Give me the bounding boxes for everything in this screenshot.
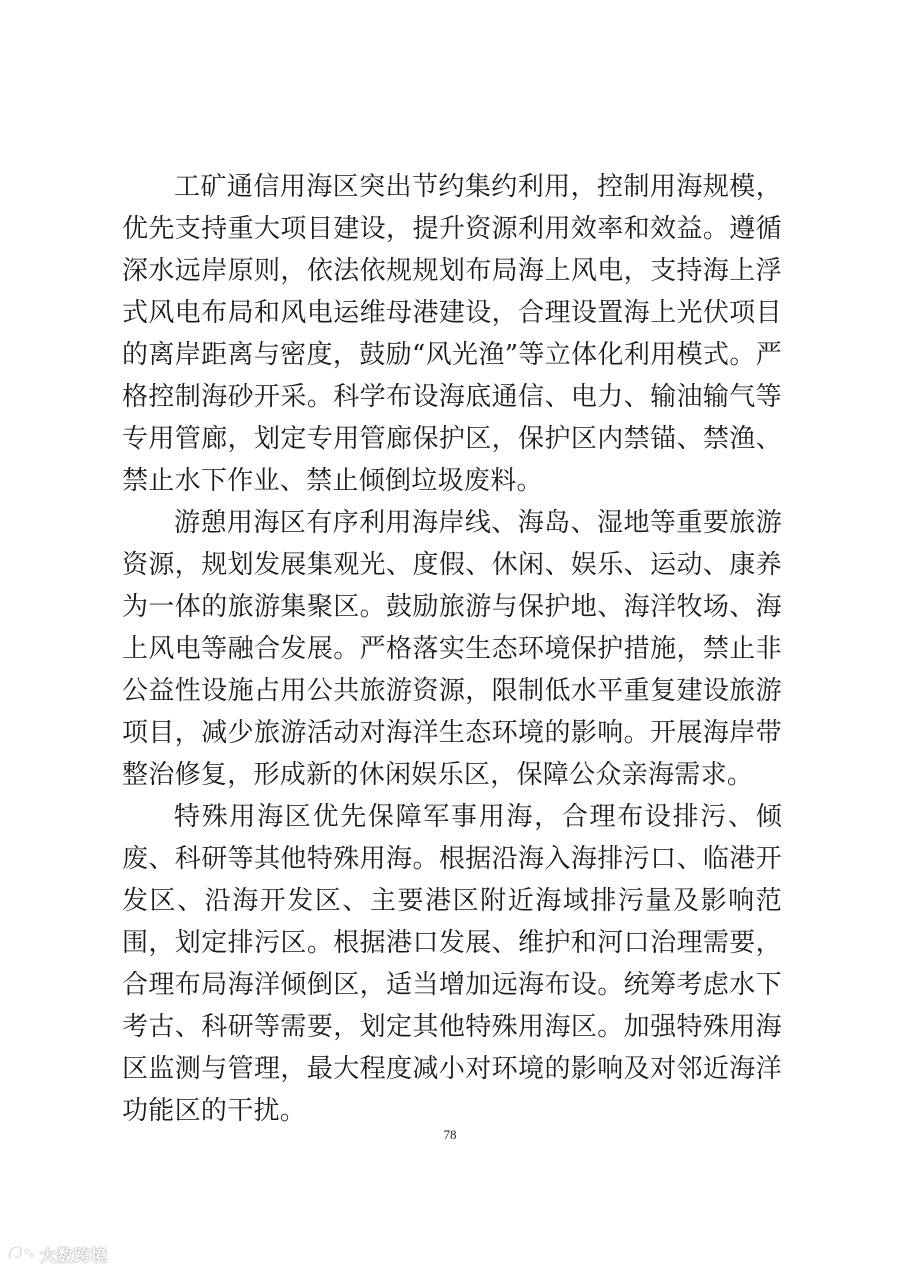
page-number: 78 — [443, 1127, 457, 1142]
paragraph-industrial-communication: 工矿通信用海区突出节约集约利用，控制用海规模，优先支持重大项目建设，提升资源利用效率和效益。遵循深水远岸原则，依法依规规划布局海上风电，支持海上浮式风电布局和风电运维母港建设，合理设置海上光伏项目的离岸距离与密度，鼓励“风光渔”等立体化利用模式。严格控制海砂开采。科学布设海底通信、电力、输油输气等专用管廊，划定专用管廊保护区，保护区内禁锚、禁渔、禁止水下作业、禁止倾倒垃圾废料。 — [122, 172, 782, 496]
paragraph-special-use: 特殊用海区优先保障军事用海，合理布设排污、倾废、科研等其他特殊用海。根据沿海入海排污口、临港开发区、沿海开发区、主要港区附近海域排污量及影响范围，划定排污区。根据港口发展、维护和河口治理需要，合理布局海洋倾倒区，适当增加远海布设。统筹考虑水下考古、科研等需要，划定其他特殊用海区。加强特殊用海区监测与管理，最大程度减小对环境的影响及对邻近海洋功能区的干扰。 — [122, 802, 782, 1126]
paragraph-recreation: 游憩用海区有序利用海岸线、海岛、湿地等重要旅游资源，规划发展集观光、度假、休闲、娱乐、运动、康养为一体的旅游集聚区。鼓励旅游与保护地、海洋牧场、海上风电等融合发展。严格落实生态环境保护措施，禁止非公益性设施占用公共旅游资源，限制低水平重复建设旅游项目，减少旅游活动对海洋生态环境的影响。开展海岸带整治修复，形成新的休闲娱乐区，保障公众亲海需求。 — [122, 508, 782, 790]
watermark — [6, 1240, 108, 1268]
document-body — [122, 166, 782, 1132]
watermark-text: 大数跨境 — [40, 1245, 109, 1265]
brand-logo-icon — [6, 1243, 36, 1265]
